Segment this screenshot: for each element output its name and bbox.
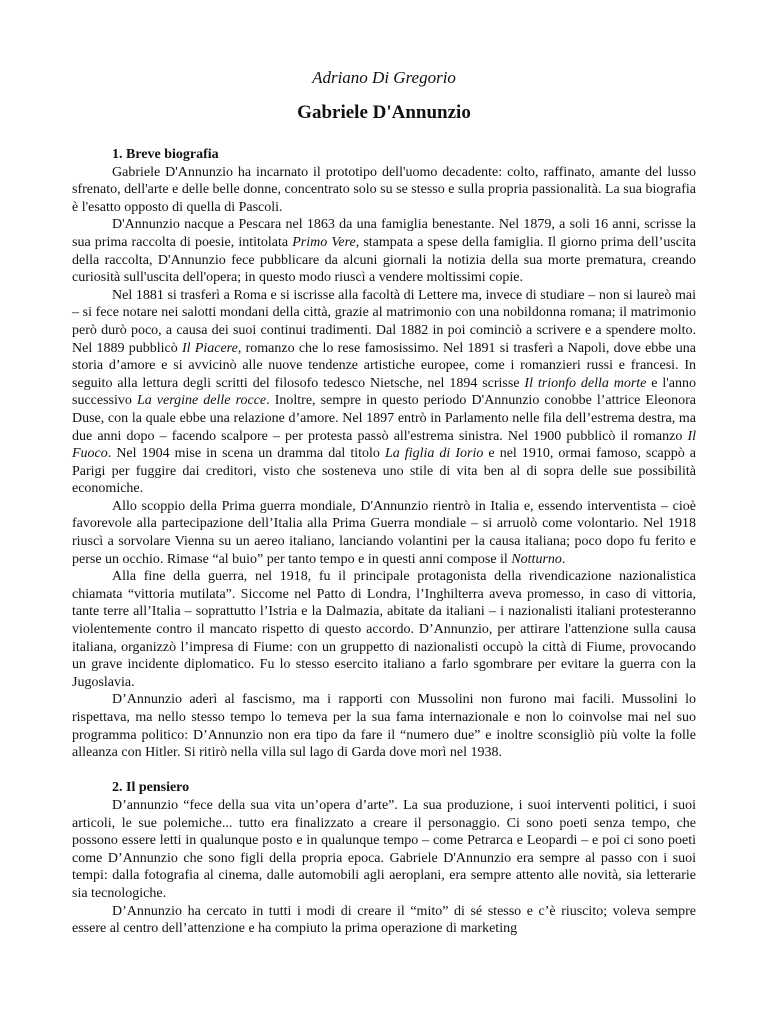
document-title: Gabriele D'Annunzio — [297, 102, 471, 123]
italic-title: Il Fuoco — [72, 428, 696, 462]
paragraph: Nel 1881 si trasferì a Roma e si iscrisse alla facoltà di Lettere ma, invece di studiare – non si laureò mai – si fece notare nei salotti mondani della città, grazie al matrimonio con una nobildonna romana; il matrimonio però durò poco, a causa dei suoi continui tradimenti. Dal 1882 in poi cominciò a scrivere e a spendere molto. Nel 1889 pubblicò Il Piacere, romanzo che lo rese famosissimo. Nel 1891 si trasferì a Napoli, dove ebbe una storia d’amore e si avvicinò alle nuove tendenze artistiche europee, come i romanzieri russi e francesi. In seguito alla lettura degli scritti del filosofo tedesco Nietsche, nel 1894 scrisse Il trionfo della morte e l'anno successivo La vergine delle rocce. Inoltre, sempre in questo periodo D'Annunzio conobbe l’attrice Eleonora Duse, con la quale ebbe una relazione d’amore. Nel 1897 entrò in Parlamento nelle fila dell’estrema destra, ma due anni dopo – facendo scalpore – per protesta passò all'estrema sinistra. Nel 1900 pubblicò il romanzo Il Fuoco. Nel 1904 mise in scena un dramma dal titolo La figlia di Iorio e nel 1910, ormai famoso, scappò a Parigi per fuggire dai creditori, visto che sosteneva uno stile di vita ben al di sopra delle sue possibilità economiche. — [72, 287, 697, 497]
italic-title: La figlia di Iorio — [384, 446, 484, 462]
author-name: Adriano Di Gregorio — [312, 68, 456, 87]
paragraph: Gabriele D'Annunzio ha incarnato il prototipo dell'uomo decadente: colto, raffinato, amante del lusso sfrenato, dell'arte e delle belle donne, concentrato solo su se stesso e sulla propria passionalità. La sua biografia è l'esatto opposto di quella di Pascoli. — [72, 164, 696, 215]
section-1 — [72, 146, 696, 762]
paragraph: D’annunzio “fece della sua vita un’opera d’arte”. La sua produzione, i suoi interventi politici, i suoi articoli, le sue polemiche... tutto era finalizzato a creare il personaggio. Ci sono poeti senza tempo, che possono essere letti in qualunque posto e in qualunque tempo – come Petrarca e Leopardi – e poi ci sono poeti come D’Annunzio che sono figli della propria epoca. Gabriele D'Annunzio era sempre al passo con i suoi tempi: dalla fotografia al cinema, dalle automobili agli aeroplani, era sempre attento alle novità, sia letterarie sia tecnologiche. — [72, 797, 696, 901]
paragraph: D'Annunzio nacque a Pescara nel 1863 da una famiglia benestante. Nel 1879, a soli 16 anni, scrisse la sua prima raccolta di poesie, intitolata Primo Vere, stampata a spese della famiglia. Il giorno prima dell’uscita della raccolta, D'Annunzio fece pubblicare da alcuni giornali la notizia della sua morte prematura, creando curiosità sull'uscita dell'opera; in questo modo riuscì a vendere moltissimi copie. — [72, 217, 696, 286]
section-heading: 1. Breve biografia — [112, 147, 219, 162]
italic-title: Primo Vere — [292, 234, 356, 250]
italic-title: Il trionfo della morte — [524, 375, 647, 391]
italic-title: La vergine delle rocce — [136, 393, 267, 409]
paragraph: Allo scoppio della Prima guerra mondiale, D'Annunzio rientrò in Italia e, essendo interventista – cioè favorevole alla partecipazione dell’Italia alla Prima Guerra mondiale – si arruolò come volontario. Nel 1918 riuscì a sorvolare Vienna su un aereo italiano, lanciando volantini per la causa italiana; poco dopo fu ferito e perse un occhio. Rimase “al buio” per tanto tempo e in questi anni compose il Notturno. — [72, 498, 696, 567]
document-body — [72, 146, 696, 938]
section-2 — [72, 779, 696, 937]
paragraph: D’Annunzio aderì al fascismo, ma i rapporti con Mussolini non furono mai facili. Mussolini lo rispettava, ma nello stesso tempo lo temeva per la sua fama internazionale e non lo coinvolse mai nel suo programma politico: D’Annunzio non era tipo da fare il “numero due” e inoltre sconsigliò più volte la folle alleanza con Hitler. Si ritirò nella villa sul lago di Garda dove morì nel 1938. — [72, 692, 696, 761]
section-heading: 2. Il pensiero — [112, 780, 190, 796]
paragraph: D’Annunzio ha cercato in tutti i modi di creare il “mito” di sé stesso e c’è riuscito; voleva sempre essere al centro dell’attenzione e ha compiuto la prima operazione di marketing — [72, 903, 696, 937]
italic-title: Il Piacere — [182, 340, 238, 356]
paragraph: Alla fine della guerra, nel 1918, fu il principale protagonista della rivendicazione nazionalistica chiamata “vittoria mutilata”. Siccome nel Patto di Londra, l’Inghilterra aveva promesso, in caso di vittoria, tante terre all’Italia – soprattutto l’Istria e la Dalmazia, abitate da italiani – i nazionalisti italiani protesteranno violentemente contro il mancato rispetto di questo accordo. D’Annunzio, per attirare l'attenzione sulla causa italiana, organizzò l’impresa di Fiume: con un gruppetto di nazionalisti occupò la città di Fiume, provocando un grave incidente diplomatico. Fu lo stesso esercito italiano a farlo sgombrare per evitare la guerra con la Jugoslavia. — [72, 569, 696, 690]
italic-title: Notturno — [511, 551, 562, 567]
